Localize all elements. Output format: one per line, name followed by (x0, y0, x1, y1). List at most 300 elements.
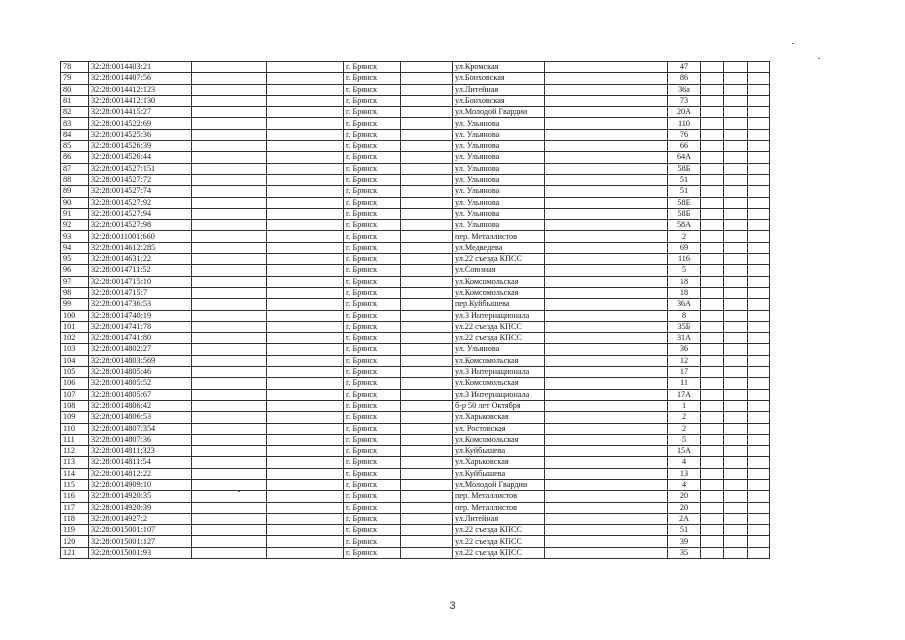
city-cell: г. Брянск (344, 367, 401, 378)
empty-cell (545, 220, 668, 231)
city-cell: г. Брянск (344, 536, 401, 547)
street-cell: ул. Ульянова (453, 220, 545, 231)
empty-cell (545, 287, 668, 298)
cadastral-number-cell: 32:28:0014527:92 (89, 197, 192, 208)
street-cell: ул.3 Интернационала (453, 310, 545, 321)
street-cell: ул.Молодой Гвардии (453, 479, 545, 490)
empty-cell (701, 333, 724, 344)
empty-cell (701, 208, 724, 219)
empty-cell (545, 163, 668, 174)
house-number-cell: 2 (668, 231, 701, 242)
row-number-cell: 120 (61, 536, 89, 547)
scan-speck (238, 491, 240, 492)
cadastral-number-cell: 32:28:0014741:78 (89, 321, 192, 332)
table-row (61, 400, 770, 411)
row-number-cell: 108 (61, 400, 89, 411)
empty-cell (545, 107, 668, 118)
empty-cell (192, 84, 267, 95)
empty-cell (401, 400, 453, 411)
table-row (61, 62, 770, 73)
house-number-cell: 76 (668, 129, 701, 140)
empty-cell (701, 378, 724, 389)
empty-cell (545, 299, 668, 310)
cadastral-number-cell: 32:28:0014715:7 (89, 287, 192, 298)
city-cell: г. Брянск (344, 107, 401, 118)
empty-cell (724, 536, 748, 547)
empty-cell (748, 423, 770, 434)
empty-cell (701, 389, 724, 400)
street-cell: ул. Ульянова (453, 208, 545, 219)
table-row (61, 513, 770, 524)
city-cell: г. Брянск (344, 186, 401, 197)
empty-cell (701, 265, 724, 276)
empty-cell (545, 129, 668, 140)
cadastral-number-cell: 32:28:0014909:10 (89, 479, 192, 490)
empty-cell (401, 491, 453, 502)
table-row (61, 333, 770, 344)
empty-cell (545, 367, 668, 378)
empty-cell (724, 197, 748, 208)
empty-cell (401, 423, 453, 434)
empty-cell (192, 208, 267, 219)
empty-cell (545, 73, 668, 84)
cadastral-number-cell: 32:28:0014806:42 (89, 400, 192, 411)
empty-cell (192, 491, 267, 502)
empty-cell (401, 457, 453, 468)
empty-cell (267, 73, 344, 84)
empty-cell (724, 265, 748, 276)
empty-cell (701, 536, 724, 547)
empty-cell (545, 265, 668, 276)
empty-cell (267, 378, 344, 389)
house-number-cell: 58Е (668, 197, 701, 208)
table-row (61, 208, 770, 219)
empty-cell (724, 186, 748, 197)
house-number-cell: 15А (668, 446, 701, 457)
empty-cell (724, 129, 748, 140)
street-cell: ул.22 съезда КПСС (453, 536, 545, 547)
city-cell: г. Брянск (344, 333, 401, 344)
city-cell: г. Брянск (344, 73, 401, 84)
empty-cell (545, 141, 668, 152)
table-row (61, 378, 770, 389)
row-number-cell: 82 (61, 107, 89, 118)
row-number-cell: 112 (61, 446, 89, 457)
empty-cell (545, 479, 668, 490)
empty-cell (701, 423, 724, 434)
house-number-cell: 51 (668, 174, 701, 185)
house-number-cell: 66 (668, 141, 701, 152)
empty-cell (748, 62, 770, 73)
empty-cell (701, 118, 724, 129)
empty-cell (192, 412, 267, 423)
empty-cell (545, 310, 668, 321)
empty-cell (401, 265, 453, 276)
empty-cell (401, 389, 453, 400)
empty-cell (401, 378, 453, 389)
table-row (61, 423, 770, 434)
row-number-cell: 85 (61, 141, 89, 152)
empty-cell (748, 118, 770, 129)
empty-cell (724, 310, 748, 321)
cadastral-number-cell: 32:28:0014415:27 (89, 107, 192, 118)
empty-cell (401, 152, 453, 163)
empty-cell (267, 310, 344, 321)
city-cell: г. Брянск (344, 525, 401, 536)
empty-cell (267, 333, 344, 344)
table-row (61, 242, 770, 253)
empty-cell (724, 107, 748, 118)
house-number-cell: 36 (668, 344, 701, 355)
house-number-cell: 86 (668, 73, 701, 84)
empty-cell (545, 355, 668, 366)
table-row (61, 84, 770, 95)
empty-cell (545, 400, 668, 411)
row-number-cell: 118 (61, 513, 89, 524)
empty-cell (701, 310, 724, 321)
row-number-cell: 99 (61, 299, 89, 310)
house-number-cell: 35 (668, 547, 701, 558)
empty-cell (267, 446, 344, 457)
table-row (61, 446, 770, 457)
empty-cell (401, 412, 453, 423)
street-cell: пер.Куйбышева (453, 299, 545, 310)
table-row (61, 287, 770, 298)
street-cell: ул.Бoнховская (453, 95, 545, 106)
empty-cell (267, 344, 344, 355)
empty-cell (401, 174, 453, 185)
empty-cell (267, 163, 344, 174)
cadastral-number-cell: 32:28:0014407:56 (89, 73, 192, 84)
city-cell: г. Брянск (344, 254, 401, 265)
empty-cell (748, 208, 770, 219)
table-row (61, 197, 770, 208)
empty-cell (192, 197, 267, 208)
empty-cell (267, 423, 344, 434)
empty-cell (267, 536, 344, 547)
empty-cell (401, 310, 453, 321)
empty-cell (724, 62, 748, 73)
row-number-cell: 107 (61, 389, 89, 400)
empty-cell (192, 502, 267, 513)
empty-cell (267, 62, 344, 73)
house-number-cell: 18 (668, 287, 701, 298)
empty-cell (545, 95, 668, 106)
cadastral-number-cell: 32:28:0014741:80 (89, 333, 192, 344)
cadastral-registry-table (60, 61, 770, 559)
street-cell: ул.Союзная (453, 265, 545, 276)
empty-cell (192, 299, 267, 310)
empty-cell (748, 231, 770, 242)
scan-speck (818, 58, 820, 59)
empty-cell (192, 423, 267, 434)
table-row (61, 310, 770, 321)
cadastral-number-cell: 32:28:0014920:35 (89, 491, 192, 502)
empty-cell (748, 84, 770, 95)
empty-cell (701, 502, 724, 513)
street-cell: ул.3 Интернационала (453, 367, 545, 378)
empty-cell (401, 118, 453, 129)
empty-cell (724, 152, 748, 163)
row-number-cell: 105 (61, 367, 89, 378)
empty-cell (724, 231, 748, 242)
empty-cell (192, 547, 267, 558)
cadastral-number-cell: 32:28:0014412:123 (89, 84, 192, 95)
empty-cell (545, 446, 668, 457)
empty-cell (545, 423, 668, 434)
empty-cell (724, 141, 748, 152)
street-cell: ул. Ростовская (453, 423, 545, 434)
row-number-cell: 113 (61, 457, 89, 468)
street-cell: ул. Ульянова (453, 174, 545, 185)
row-number-cell: 104 (61, 355, 89, 366)
street-cell: ул. Ульянова (453, 344, 545, 355)
table-row (61, 299, 770, 310)
street-cell: пер. Металлистов (453, 502, 545, 513)
cadastral-number-cell: 32:28:0015001:93 (89, 547, 192, 558)
empty-cell (701, 446, 724, 457)
table-row (61, 367, 770, 378)
empty-cell (267, 468, 344, 479)
house-number-cell: 4 (668, 457, 701, 468)
row-number-cell: 115 (61, 479, 89, 490)
empty-cell (267, 84, 344, 95)
street-cell: ул. Ульянова (453, 129, 545, 140)
house-number-cell: 69 (668, 242, 701, 253)
empty-cell (724, 400, 748, 411)
empty-cell (724, 208, 748, 219)
empty-cell (192, 152, 267, 163)
street-cell: ул. Ульянова (453, 118, 545, 129)
empty-cell (748, 107, 770, 118)
city-cell: г. Брянск (344, 208, 401, 219)
cadastral-number-cell: 32:28:0014527:151 (89, 163, 192, 174)
house-number-cell: 12 (668, 355, 701, 366)
empty-cell (701, 287, 724, 298)
empty-cell (401, 536, 453, 547)
city-cell: г. Брянск (344, 446, 401, 457)
empty-cell (192, 536, 267, 547)
empty-cell (192, 254, 267, 265)
city-cell: г. Брянск (344, 412, 401, 423)
empty-cell (267, 547, 344, 558)
cadastral-number-cell: 32:28:0014920:39 (89, 502, 192, 513)
empty-cell (192, 174, 267, 185)
house-number-cell: 31А (668, 333, 701, 344)
city-cell: г. Брянск (344, 141, 401, 152)
empty-cell (267, 491, 344, 502)
table-row (61, 389, 770, 400)
empty-cell (267, 197, 344, 208)
empty-cell (701, 73, 724, 84)
empty-cell (701, 95, 724, 106)
empty-cell (267, 321, 344, 332)
empty-cell (545, 434, 668, 445)
city-cell: г. Брянск (344, 265, 401, 276)
row-number-cell: 117 (61, 502, 89, 513)
house-number-cell: 5 (668, 434, 701, 445)
empty-cell (748, 367, 770, 378)
empty-cell (748, 254, 770, 265)
empty-cell (748, 412, 770, 423)
empty-cell (192, 107, 267, 118)
empty-cell (401, 367, 453, 378)
city-cell: г. Брянск (344, 197, 401, 208)
empty-cell (701, 163, 724, 174)
empty-cell (724, 468, 748, 479)
street-cell: ул.Литейная (453, 84, 545, 95)
empty-cell (724, 287, 748, 298)
street-cell: ул. Ульянова (453, 197, 545, 208)
row-number-cell: 98 (61, 287, 89, 298)
cadastral-number-cell: 32:28:0014807:354 (89, 423, 192, 434)
cadastral-number-cell: 32:28:0011001:660 (89, 231, 192, 242)
empty-cell (545, 321, 668, 332)
table-row (61, 107, 770, 118)
empty-cell (401, 547, 453, 558)
empty-cell (192, 129, 267, 140)
cadastral-number-cell: 32:28:0014525:36 (89, 129, 192, 140)
row-number-cell: 79 (61, 73, 89, 84)
row-number-cell: 106 (61, 378, 89, 389)
table-row (61, 265, 770, 276)
empty-cell (192, 513, 267, 524)
street-cell: ул.Комсомольская (453, 378, 545, 389)
table-row (61, 457, 770, 468)
city-cell: г. Брянск (344, 118, 401, 129)
empty-cell (192, 310, 267, 321)
empty-cell (267, 208, 344, 219)
empty-cell (724, 242, 748, 253)
empty-cell (267, 107, 344, 118)
house-number-cell: 36а (668, 84, 701, 95)
cadastral-number-cell: 32:28:0014715:10 (89, 276, 192, 287)
table-row (61, 276, 770, 287)
cadastral-number-cell: 32:28:0014527:94 (89, 208, 192, 219)
empty-cell (192, 434, 267, 445)
empty-cell (701, 525, 724, 536)
street-cell: пер. Металлистов (453, 231, 545, 242)
empty-cell (724, 525, 748, 536)
empty-cell (267, 457, 344, 468)
table-row (61, 174, 770, 185)
street-cell: ул.Комсомольская (453, 355, 545, 366)
empty-cell (401, 479, 453, 490)
house-number-cell: 110 (668, 118, 701, 129)
empty-cell (701, 152, 724, 163)
city-cell: г. Брянск (344, 547, 401, 558)
empty-cell (724, 321, 748, 332)
empty-cell (701, 513, 724, 524)
empty-cell (748, 479, 770, 490)
street-cell: ул.Комсомольская (453, 287, 545, 298)
table-row (61, 254, 770, 265)
city-cell: г. Брянск (344, 457, 401, 468)
city-cell: г. Брянск (344, 423, 401, 434)
row-number-cell: 86 (61, 152, 89, 163)
empty-cell (724, 254, 748, 265)
cadastral-number-cell: 32:28:0015001:107 (89, 525, 192, 536)
cadastral-number-cell: 32:28:0014526:39 (89, 141, 192, 152)
empty-cell (748, 287, 770, 298)
table-row (61, 220, 770, 231)
street-cell: ул.22 съезда КПСС (453, 321, 545, 332)
empty-cell (748, 457, 770, 468)
empty-cell (748, 220, 770, 231)
empty-cell (192, 446, 267, 457)
row-number-cell: 93 (61, 231, 89, 242)
house-number-cell: 20 (668, 491, 701, 502)
empty-cell (748, 502, 770, 513)
row-number-cell: 96 (61, 265, 89, 276)
house-number-cell: 64А (668, 152, 701, 163)
empty-cell (401, 502, 453, 513)
empty-cell (701, 491, 724, 502)
empty-cell (192, 220, 267, 231)
empty-cell (192, 186, 267, 197)
cadastral-number-cell: 32:28:0014527:98 (89, 220, 192, 231)
empty-cell (545, 62, 668, 73)
empty-cell (545, 333, 668, 344)
empty-cell (748, 525, 770, 536)
empty-cell (701, 400, 724, 411)
empty-cell (724, 378, 748, 389)
empty-cell (267, 525, 344, 536)
empty-cell (724, 95, 748, 106)
empty-cell (748, 174, 770, 185)
empty-cell (192, 525, 267, 536)
city-cell: г. Брянск (344, 434, 401, 445)
house-number-cell: 5 (668, 265, 701, 276)
row-number-cell: 111 (61, 434, 89, 445)
empty-cell (724, 355, 748, 366)
empty-cell (401, 107, 453, 118)
empty-cell (545, 208, 668, 219)
empty-cell (192, 321, 267, 332)
empty-cell (545, 254, 668, 265)
city-cell: г. Брянск (344, 389, 401, 400)
table-row (61, 536, 770, 547)
empty-cell (401, 525, 453, 536)
empty-cell (267, 265, 344, 276)
empty-cell (701, 62, 724, 73)
empty-cell (545, 547, 668, 558)
empty-cell (748, 197, 770, 208)
city-cell: г. Брянск (344, 513, 401, 524)
empty-cell (724, 84, 748, 95)
cadastral-number-cell: 32:28:0014806:53 (89, 412, 192, 423)
cadastral-number-cell: 32:28:0014803:569 (89, 355, 192, 366)
street-cell: пер. Металлистов (453, 491, 545, 502)
cadastral-number-cell: 32:28:0014736:53 (89, 299, 192, 310)
house-number-cell: 18 (668, 276, 701, 287)
empty-cell (401, 84, 453, 95)
city-cell: г. Брянск (344, 62, 401, 73)
empty-cell (192, 118, 267, 129)
empty-cell (192, 163, 267, 174)
page-number: 3 (449, 600, 456, 612)
street-cell: ул.22 съезда КПСС (453, 254, 545, 265)
street-cell: ул. Ульянова (453, 186, 545, 197)
empty-cell (192, 242, 267, 253)
city-cell: г. Брянск (344, 400, 401, 411)
row-number-cell: 101 (61, 321, 89, 332)
empty-cell (724, 423, 748, 434)
empty-cell (724, 367, 748, 378)
cadastral-number-cell: 32:28:0014711:52 (89, 265, 192, 276)
house-number-cell: 4 (668, 479, 701, 490)
city-cell: г. Брянск (344, 287, 401, 298)
